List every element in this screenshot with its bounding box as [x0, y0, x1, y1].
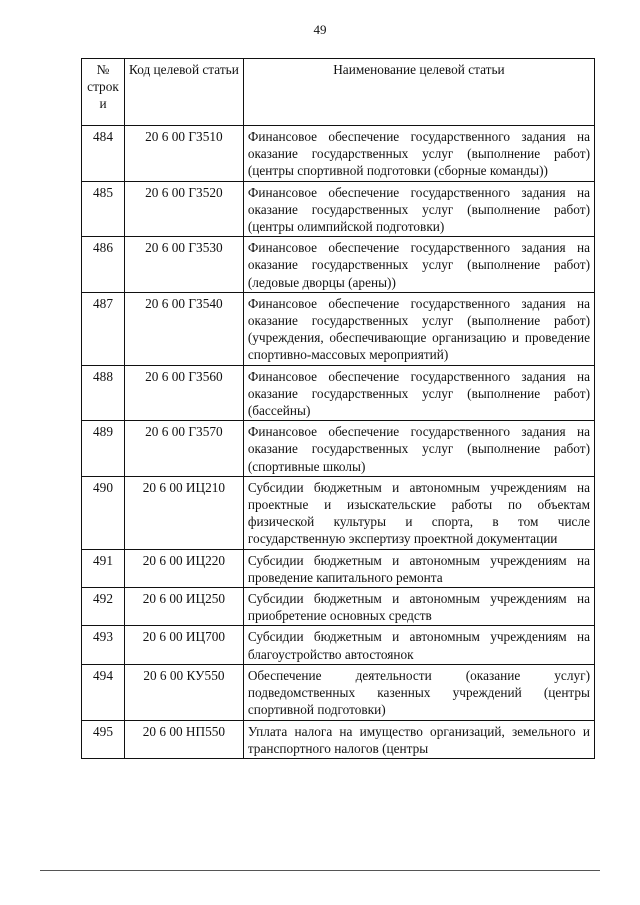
- row-number: 484: [82, 126, 125, 182]
- row-code: 20 6 00 НП550: [125, 720, 244, 758]
- row-number: 486: [82, 237, 125, 293]
- row-code: 20 6 00 ИЦ250: [125, 588, 244, 626]
- row-number: 491: [82, 549, 125, 587]
- table-row: [82, 181, 595, 237]
- row-name: Финансовое обеспечение государственного задания на оказание государственных услуг (выполнение работ) (спортивные школы): [243, 421, 594, 477]
- row-code: 20 6 00 ИЦ220: [125, 549, 244, 587]
- page-number: 49: [313, 22, 327, 37]
- row-number: 487: [82, 292, 125, 365]
- row-code: 20 6 00 Г3560: [125, 365, 244, 421]
- row-name: Финансовое обеспечение государственного задания на оказание государственных услуг (выполнение работ) (бассейны): [243, 365, 594, 421]
- row-name: Финансовое обеспечение государственного задания на оказание государственных услуг (выполнение работ) (центры олимпийской подготовки): [243, 181, 594, 237]
- row-code: 20 6 00 Г3510: [125, 126, 244, 182]
- row-code: 20 6 00 Г3540: [125, 292, 244, 365]
- row-number: 495: [82, 720, 125, 758]
- row-number: 494: [82, 664, 125, 720]
- table-row: [82, 292, 595, 365]
- table-row: [82, 237, 595, 293]
- table-row: [82, 626, 595, 664]
- table-row: [82, 549, 595, 587]
- row-name: Субсидии бюджетным и автономным учреждениям на приобретение основных средств: [243, 588, 594, 626]
- table-row: [82, 421, 595, 477]
- row-code: 20 6 00 КУ550: [125, 664, 244, 720]
- page-bottom-divider: [40, 870, 600, 871]
- row-name: Субсидии бюджетным и автономным учреждениям на проектные и изыскательские работы по объектам физической культуры и спорта, в том числе государственную экспертизу проектной документации: [243, 476, 594, 549]
- table-row: [82, 476, 595, 549]
- row-number: 490: [82, 476, 125, 549]
- row-name: Субсидии бюджетным и автономным учреждениям на благоустройство автостоянок: [243, 626, 594, 664]
- row-name: Финансовое обеспечение государственного задания на оказание государственных услуг (выполнение работ) (центры спортивной подготовки (сборные команды)): [243, 126, 594, 182]
- row-number: 493: [82, 626, 125, 664]
- header-row-number: № строк и: [82, 59, 125, 126]
- header-name: Наименование целевой статьи: [243, 59, 594, 126]
- row-name: Финансовое обеспечение государственного задания на оказание государственных услуг (выполнение работ) (учреждения, обеспечивающие организацию и проведение спортивно-массовых мероприятий): [243, 292, 594, 365]
- row-number: 485: [82, 181, 125, 237]
- row-name: Субсидии бюджетным и автономным учреждениям на проведение капитального ремонта: [243, 549, 594, 587]
- row-code: 20 6 00 Г3570: [125, 421, 244, 477]
- table-row: [82, 588, 595, 626]
- row-code: 20 6 00 Г3530: [125, 237, 244, 293]
- row-code: 20 6 00 ИЦ210: [125, 476, 244, 549]
- row-code: 20 6 00 Г3520: [125, 181, 244, 237]
- row-name: Уплата налога на имущество организаций, земельного и транспортного налогов (центры: [243, 720, 594, 758]
- row-code: 20 6 00 ИЦ700: [125, 626, 244, 664]
- header-code: Код целевой статьи: [125, 59, 244, 126]
- table-row: [82, 126, 595, 182]
- row-number: 488: [82, 365, 125, 421]
- row-name: Обеспечение деятельности (оказание услуг) подведомственных казенных учреждений (центры спортивной подготовки): [243, 664, 594, 720]
- target-articles-table: [81, 58, 595, 759]
- table-row: [82, 664, 595, 720]
- row-number: 492: [82, 588, 125, 626]
- table-row: [82, 365, 595, 421]
- row-name: Финансовое обеспечение государственного задания на оказание государственных услуг (выполнение работ) (ледовые дворцы (арены)): [243, 237, 594, 293]
- table-header-row: [82, 59, 595, 126]
- row-number: 489: [82, 421, 125, 477]
- table-row: [82, 720, 595, 758]
